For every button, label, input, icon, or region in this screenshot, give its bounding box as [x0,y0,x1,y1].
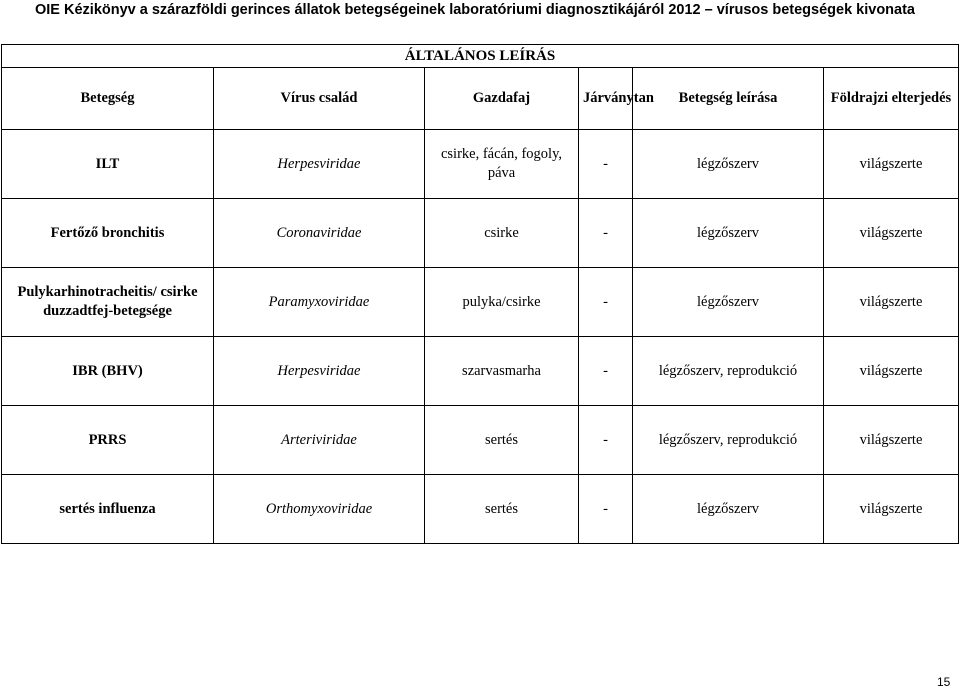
description-cell: légzőszerv, reprodukció [633,337,824,406]
host-species-cell: csirke, fácán, fogoly, páva [425,130,579,199]
disease-name-cell: sertés influenza [2,475,214,544]
disease-name-cell: PRRS [2,406,214,475]
column-header-virus-family: Vírus család [214,68,425,130]
column-header-description: Betegség leírása [633,68,824,130]
description-cell: légzőszerv [633,475,824,544]
table-caption-row [2,45,959,68]
host-species-cell: pulyka/csirke [425,268,579,337]
document-header: OIE Kézikönyv a szárazföldi gerinces állatok betegségeinek laboratóriumi diagnosztikájáról 2012 – vírusos betegségek kivonata [35,2,915,18]
host-species-cell: sertés [425,475,579,544]
virus-family-cell: Orthomyxoviridae [214,475,425,544]
description-cell: légzőszerv [633,268,824,337]
distribution-cell: világszerte [824,337,959,406]
table-row [2,406,959,475]
column-header-host: Gazdafaj [425,68,579,130]
distribution-cell: világszerte [824,199,959,268]
distribution-cell: világszerte [824,475,959,544]
description-cell: légzőszerv [633,130,824,199]
description-cell: légzőszerv [633,199,824,268]
host-species-cell: csirke [425,199,579,268]
table-caption: ÁLTALÁNOS LEÍRÁS [2,45,959,68]
host-species-cell: sertés [425,406,579,475]
distribution-cell: világszerte [824,130,959,199]
table-row [2,337,959,406]
table-row [2,130,959,199]
distribution-cell: világszerte [824,268,959,337]
column-header-disease: Betegség [2,68,214,130]
distribution-cell: világszerte [824,406,959,475]
virus-disease-table [1,44,959,544]
virus-family-cell: Herpesviridae [214,130,425,199]
disease-name-cell: IBR (BHV) [2,337,214,406]
page-number: 15 [937,675,951,689]
virus-family-cell: Arteriviridae [214,406,425,475]
disease-name-cell: ILT [2,130,214,199]
description-cell: légzőszerv, reprodukció [633,406,824,475]
table-row [2,199,959,268]
disease-name-cell: Pulykarhinotracheitis/ csirke duzzadtfej-betegsége [2,268,214,337]
virus-family-cell: Coronaviridae [214,199,425,268]
epidemiology-cell: - [579,268,633,337]
epidemiology-cell: - [579,199,633,268]
column-header-distribution: Földrajzi elterjedés [824,68,959,130]
epidemiology-cell: - [579,130,633,199]
epidemiology-cell: - [579,406,633,475]
epidemiology-cell: - [579,475,633,544]
column-header-epidemiology: Járványtan [579,68,633,130]
virus-family-cell: Herpesviridae [214,337,425,406]
table-header-row [2,68,959,130]
table-row [2,475,959,544]
virus-family-cell: Paramyxoviridae [214,268,425,337]
host-species-cell: szarvasmarha [425,337,579,406]
epidemiology-cell: - [579,337,633,406]
table-row [2,268,959,337]
disease-name-cell: Fertőző bronchitis [2,199,214,268]
